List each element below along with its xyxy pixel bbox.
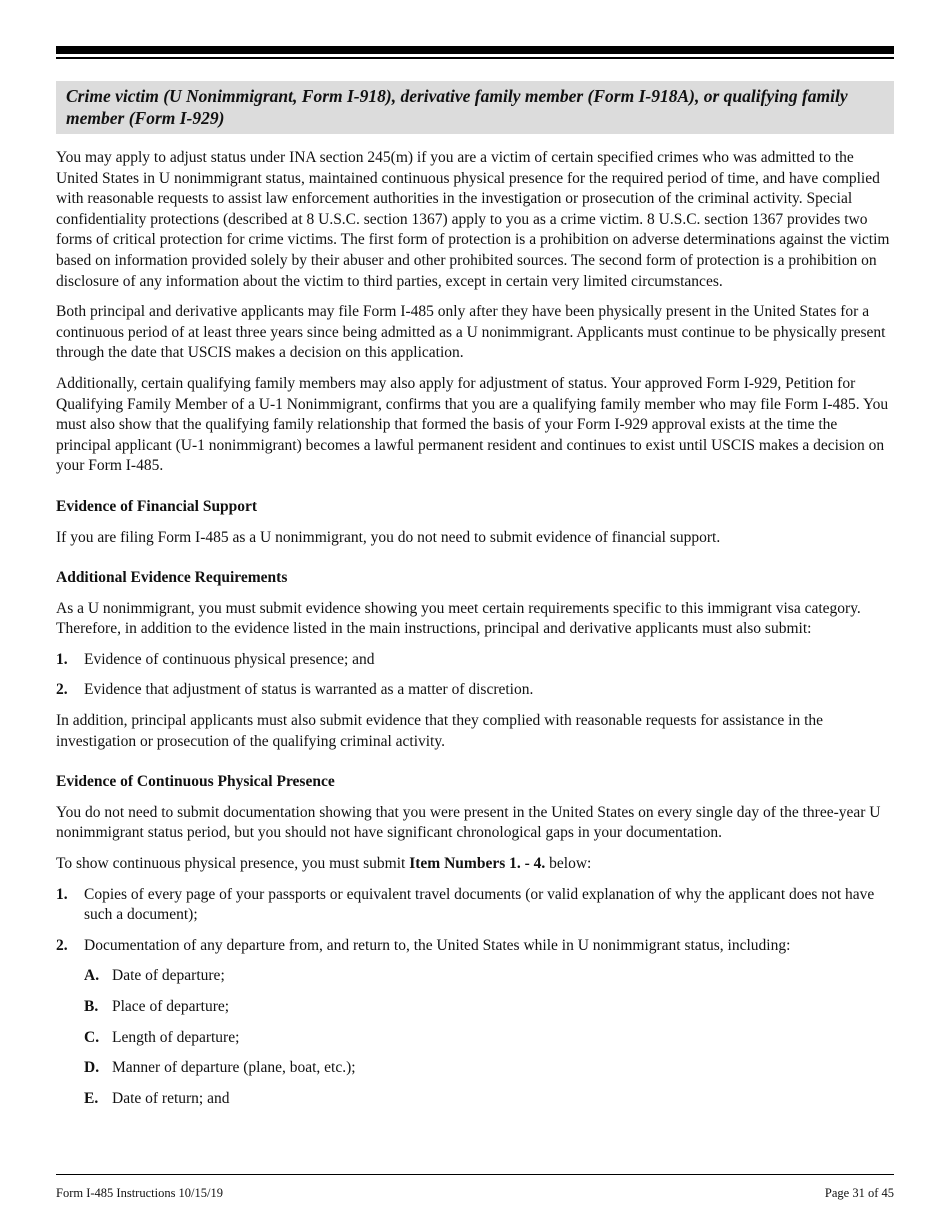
heading-physical-presence: Evidence of Continuous Physical Presence <box>56 773 335 791</box>
list-item-text: Documentation of any departure from, and return to, the United States while in U nonimmigrant status, including: <box>84 936 791 954</box>
footer-page-number: Page 31 of 45 <box>824 1186 894 1200</box>
list-item-text: Evidence that adjustment of status is warranted as a matter of discretion. <box>84 681 534 699</box>
sub-list-item-letter: E. <box>84 1089 99 1107</box>
financial-support-text: If you are filing Form I-485 as a U nonimmigrant, you do not need to submit evidence of financial support. <box>56 528 721 546</box>
sub-list-item-letter: C. <box>84 1028 100 1046</box>
section-title: Crime victim (U Nonimmigrant, Form I-918), derivative family member (Form I-918A), or qualifying family member (Form I-929) <box>66 86 848 128</box>
list-item <box>56 936 894 957</box>
section-banner <box>56 81 894 134</box>
list-item <box>56 885 894 926</box>
intro-paragraph-1: You may apply to adjust status under INA section 245(m) if you are a victim of certain specified crimes who was admitted to the United States in U nonimmigrant status, maintained continuous physical presence for the required period of time, and have complied with reasonable requests to assist law enforcement authorities in the investigation or prosecution of the criminal activity. Special confidentiality protections (described at 8 U.S.C. section 1367) apply to you as a crime victim. 8 U.S.C. section 1367 provides two forms of critical protection for crime victims. The first form of protection is a prohibition on adverse determinations against the victim based on information provided solely by their abuser and other prohibited sources. The second form of protection is a prohibition on disclosure of any information about the victim to third parties, except in certain very limited circumstances. <box>56 149 890 290</box>
heading-additional-evidence: Additional Evidence Requirements <box>56 569 288 587</box>
top-rule-thick <box>56 46 894 54</box>
physical-presence-text: You do not need to submit documentation showing that you were present in the United States on every single day of the three-year U nonimmigrant status period, but you should not have significant chronological gaps in your documentation. <box>56 803 881 842</box>
list-item-number: 2. <box>56 681 68 699</box>
additional-evidence-after: In addition, principal applicants must also submit evidence that they complied with reasonable requests for assistance in the investigation or prosecution of the qualifying criminal activity. <box>56 712 824 750</box>
sub-list-item-text: Manner of departure (plane, boat, etc.); <box>112 1059 356 1077</box>
sub-list-item <box>84 997 894 1018</box>
additional-evidence-text: As a U nonimmigrant, you must submit evidence showing you meet certain requirements specific to this immigrant visa category. Therefore, in addition to the evidence listed in the main instructions, principal and derivative applicants must also submit: <box>56 599 861 638</box>
instruction-item-numbers: Item Numbers 1. - 4. <box>409 855 546 873</box>
list-item-number: 2. <box>56 936 68 954</box>
physical-presence-instruction <box>56 854 894 875</box>
list-item-number: 1. <box>56 650 68 668</box>
heading-financial-support: Evidence of Financial Support <box>56 497 258 515</box>
document-page <box>56 46 894 1109</box>
sub-list-item-text: Date of departure; <box>112 967 225 985</box>
list-item-text: Copies of every page of your passports or equivalent travel documents (or valid explanation of why the applicant does not have such a document); <box>84 885 875 924</box>
intro-paragraph-3: Additionally, certain qualifying family members may also apply for adjustment of status. Your approved Form I-929, Petition for Qualifying Family Member of a U-1 Nonimmigrant, confirms that you are a qualifying family member who may file Form I-485. You must also show that the qualifying family relationship that formed the basis of your Form I-929 approval exists at the time the principal applicant (U-1 nonimmigrant) becomes a lawful permanent resident and continues to exist until USCIS makes a decision on your Form I-485. <box>56 374 889 475</box>
sub-list-item <box>84 1089 894 1110</box>
list-item <box>56 680 894 701</box>
instruction-prefix: To show continuous physical presence, you must submit <box>56 855 410 873</box>
sub-list-item-letter: B. <box>84 998 99 1015</box>
list-item <box>56 650 894 671</box>
list-item-number: 1. <box>56 885 68 903</box>
list-item-text: Evidence of continuous physical presence; and <box>84 650 375 668</box>
sub-list-item-text: Place of departure; <box>112 998 230 1015</box>
section-content <box>56 148 894 1109</box>
footer-form-edition: Form I-485 Instructions 10/15/19 <box>56 1186 224 1200</box>
sub-list-item-letter: D. <box>84 1059 100 1077</box>
sub-list-item-text: Date of return; and <box>112 1089 230 1107</box>
instruction-suffix: below: <box>545 855 592 873</box>
page-footer <box>56 1174 894 1201</box>
sub-list-item-text: Length of departure; <box>112 1028 240 1046</box>
sub-list-item-letter: A. <box>84 967 100 985</box>
top-rule-thin <box>56 57 894 59</box>
sub-list-item <box>84 966 894 987</box>
intro-paragraph-2: Both principal and derivative applicants may file Form I-485 only after they have been physically present in the United States for a continuous period of at least three years since being admitted as a U nonimmigrant. Applicants must continue to be physically present through the date that USCIS makes a decision on this application. <box>56 303 886 362</box>
sub-list-item <box>84 1028 894 1049</box>
sub-list-item <box>84 1058 894 1079</box>
